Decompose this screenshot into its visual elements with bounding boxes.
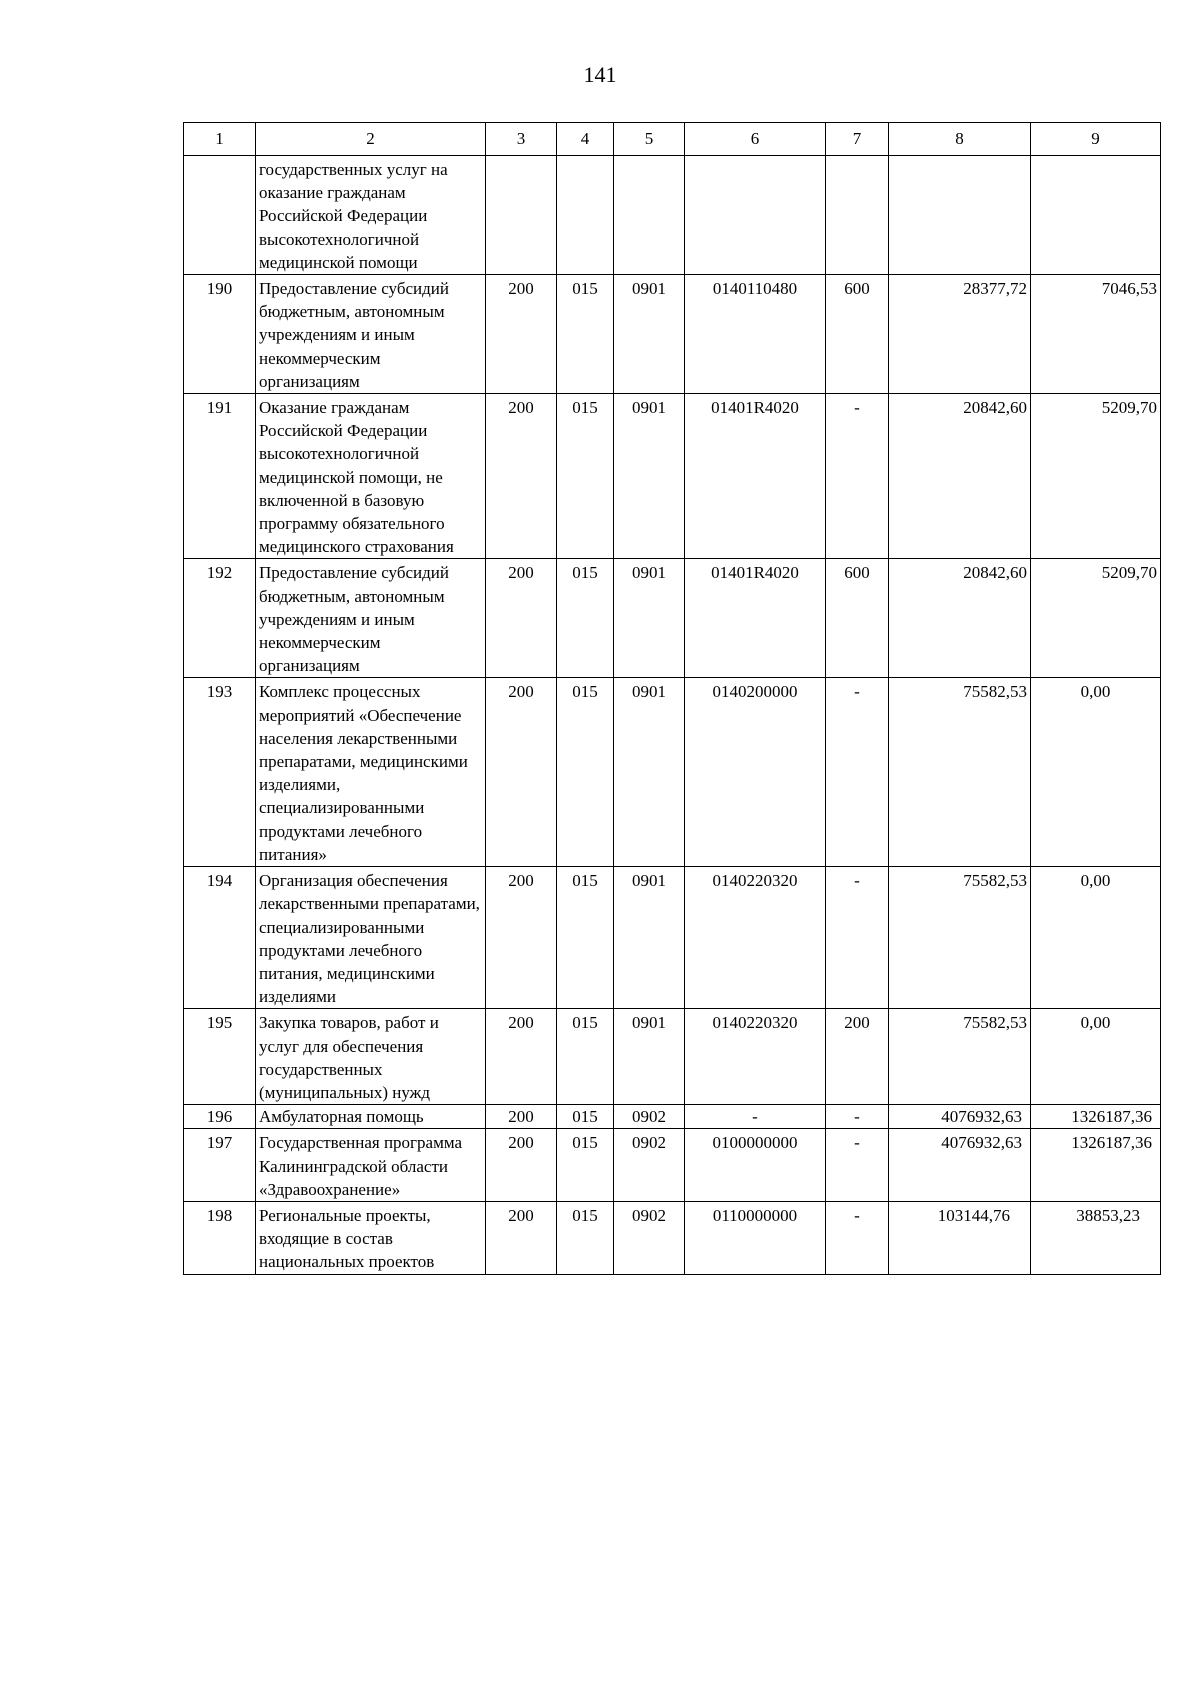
row-number: 197 <box>184 1129 256 1202</box>
row-section: 0901 <box>614 678 685 867</box>
row-ved: 015 <box>557 867 614 1009</box>
row-sum-8: 75582,53 <box>889 867 1031 1009</box>
row-section: 0901 <box>614 275 685 394</box>
row-sum-9: 7046,53 <box>1031 275 1161 394</box>
row-vr: - <box>826 867 889 1009</box>
row-sum-9: 1326187,36 <box>1031 1129 1161 1202</box>
row-number: 194 <box>184 867 256 1009</box>
table-row <box>184 1201 1161 1274</box>
row-ved: 015 <box>557 1201 614 1274</box>
row-section <box>614 156 685 275</box>
row-sum-8: 103144,76 <box>889 1201 1031 1274</box>
header-col-4: 4 <box>557 123 614 156</box>
row-vr: - <box>826 1105 889 1129</box>
row-section: 0901 <box>614 559 685 678</box>
row-sum-8 <box>889 156 1031 275</box>
row-ved: 015 <box>557 394 614 559</box>
row-gr: 200 <box>486 275 557 394</box>
budget-table <box>183 122 1161 1275</box>
row-gr: 200 <box>486 1129 557 1202</box>
row-gr: 200 <box>486 867 557 1009</box>
row-vr: 600 <box>826 275 889 394</box>
row-csr <box>685 156 826 275</box>
row-gr: 200 <box>486 1105 557 1129</box>
header-col-8: 8 <box>889 123 1031 156</box>
row-gr <box>486 156 557 275</box>
row-vr: - <box>826 1129 889 1202</box>
row-csr: - <box>685 1105 826 1129</box>
row-csr: 01401R4020 <box>685 559 826 678</box>
row-name: Закупка товаров, работ и услуг для обеспечения государственных (муниципальных) нужд <box>256 1009 486 1105</box>
row-gr: 200 <box>486 559 557 678</box>
row-sum-9: 0,00 <box>1031 678 1161 867</box>
row-csr: 0140200000 <box>685 678 826 867</box>
row-name: государственных услуг на оказание гражданам Российской Федерации высокотехнологичной медицинской помощи <box>256 156 486 275</box>
row-sum-9: 38853,23 <box>1031 1201 1161 1274</box>
table-row <box>184 678 1161 867</box>
row-ved: 015 <box>557 1009 614 1105</box>
table-row <box>184 1009 1161 1105</box>
row-vr: - <box>826 1201 889 1274</box>
row-section: 0902 <box>614 1201 685 1274</box>
row-sum-9: 0,00 <box>1031 1009 1161 1105</box>
row-sum-8: 75582,53 <box>889 678 1031 867</box>
row-number: 193 <box>184 678 256 867</box>
header-col-6: 6 <box>685 123 826 156</box>
table-row <box>184 1105 1161 1129</box>
row-ved: 015 <box>557 1105 614 1129</box>
row-vr: 600 <box>826 559 889 678</box>
row-name: Государственная программа Калининградской области «Здравоохранение» <box>256 1129 486 1202</box>
row-name: Региональные проекты, входящие в состав национальных проектов <box>256 1201 486 1274</box>
row-name: Комплекс процессных мероприятий «Обеспечение населения лекарственными препаратами, медицинскими изделиями, специализированными продуктами лечебного питания» <box>256 678 486 867</box>
row-csr: 0110000000 <box>685 1201 826 1274</box>
row-vr: 200 <box>826 1009 889 1105</box>
row-name: Оказание гражданам Российской Федерации высокотехнологичной медицинской помощи, не включенной в базовую программу обязательного медицинского страхования <box>256 394 486 559</box>
row-sum-8: 20842,60 <box>889 394 1031 559</box>
table-row <box>184 394 1161 559</box>
table-row <box>184 867 1161 1009</box>
row-ved: 015 <box>557 1129 614 1202</box>
header-col-9: 9 <box>1031 123 1161 156</box>
row-sum-8: 75582,53 <box>889 1009 1031 1105</box>
header-col-7: 7 <box>826 123 889 156</box>
row-sum-8: 4076932,63 <box>889 1129 1031 1202</box>
row-vr: - <box>826 394 889 559</box>
continuation-row <box>184 156 1161 275</box>
row-vr <box>826 156 889 275</box>
row-number: 192 <box>184 559 256 678</box>
row-ved <box>557 156 614 275</box>
row-csr: 0140110480 <box>685 275 826 394</box>
row-sum-8: 28377,72 <box>889 275 1031 394</box>
row-sum-9: 0,00 <box>1031 867 1161 1009</box>
table-row <box>184 1129 1161 1202</box>
row-csr: 0100000000 <box>685 1129 826 1202</box>
row-number: 190 <box>184 275 256 394</box>
row-gr: 200 <box>486 1009 557 1105</box>
row-number <box>184 156 256 275</box>
row-gr: 200 <box>486 394 557 559</box>
row-number: 198 <box>184 1201 256 1274</box>
row-ved: 015 <box>557 275 614 394</box>
row-section: 0902 <box>614 1129 685 1202</box>
row-sum-9: 1326187,36 <box>1031 1105 1161 1129</box>
row-ved: 015 <box>557 678 614 867</box>
row-number: 191 <box>184 394 256 559</box>
page-number: 141 <box>583 62 617 87</box>
row-section: 0901 <box>614 867 685 1009</box>
row-name: Предоставление субсидий бюджетным, автономным учреждениям и иным некоммерческим организациям <box>256 559 486 678</box>
row-number: 196 <box>184 1105 256 1129</box>
row-sum-8: 20842,60 <box>889 559 1031 678</box>
row-sum-8: 4076932,63 <box>889 1105 1031 1129</box>
row-ved: 015 <box>557 559 614 678</box>
table-row <box>184 559 1161 678</box>
row-vr: - <box>826 678 889 867</box>
row-section: 0901 <box>614 394 685 559</box>
row-sum-9: 5209,70 <box>1031 559 1161 678</box>
row-section: 0902 <box>614 1105 685 1129</box>
row-name: Предоставление субсидий бюджетным, автономным учреждениям и иным некоммерческим организациям <box>256 275 486 394</box>
header-row <box>184 123 1161 156</box>
header-col-1: 1 <box>184 123 256 156</box>
header-col-2: 2 <box>256 123 486 156</box>
row-csr: 0140220320 <box>685 867 826 1009</box>
row-name: Организация обеспечения лекарственными препаратами, специализированными продуктами лечебного питания, медицинскими изделиями <box>256 867 486 1009</box>
row-sum-9: 5209,70 <box>1031 394 1161 559</box>
table-row <box>184 275 1161 394</box>
row-section: 0901 <box>614 1009 685 1105</box>
row-csr: 0140220320 <box>685 1009 826 1105</box>
row-gr: 200 <box>486 1201 557 1274</box>
row-name: Амбулаторная помощь <box>256 1105 486 1129</box>
row-sum-9 <box>1031 156 1161 275</box>
row-csr: 01401R4020 <box>685 394 826 559</box>
row-gr: 200 <box>486 678 557 867</box>
header-col-3: 3 <box>486 123 557 156</box>
row-number: 195 <box>184 1009 256 1105</box>
header-col-5: 5 <box>614 123 685 156</box>
